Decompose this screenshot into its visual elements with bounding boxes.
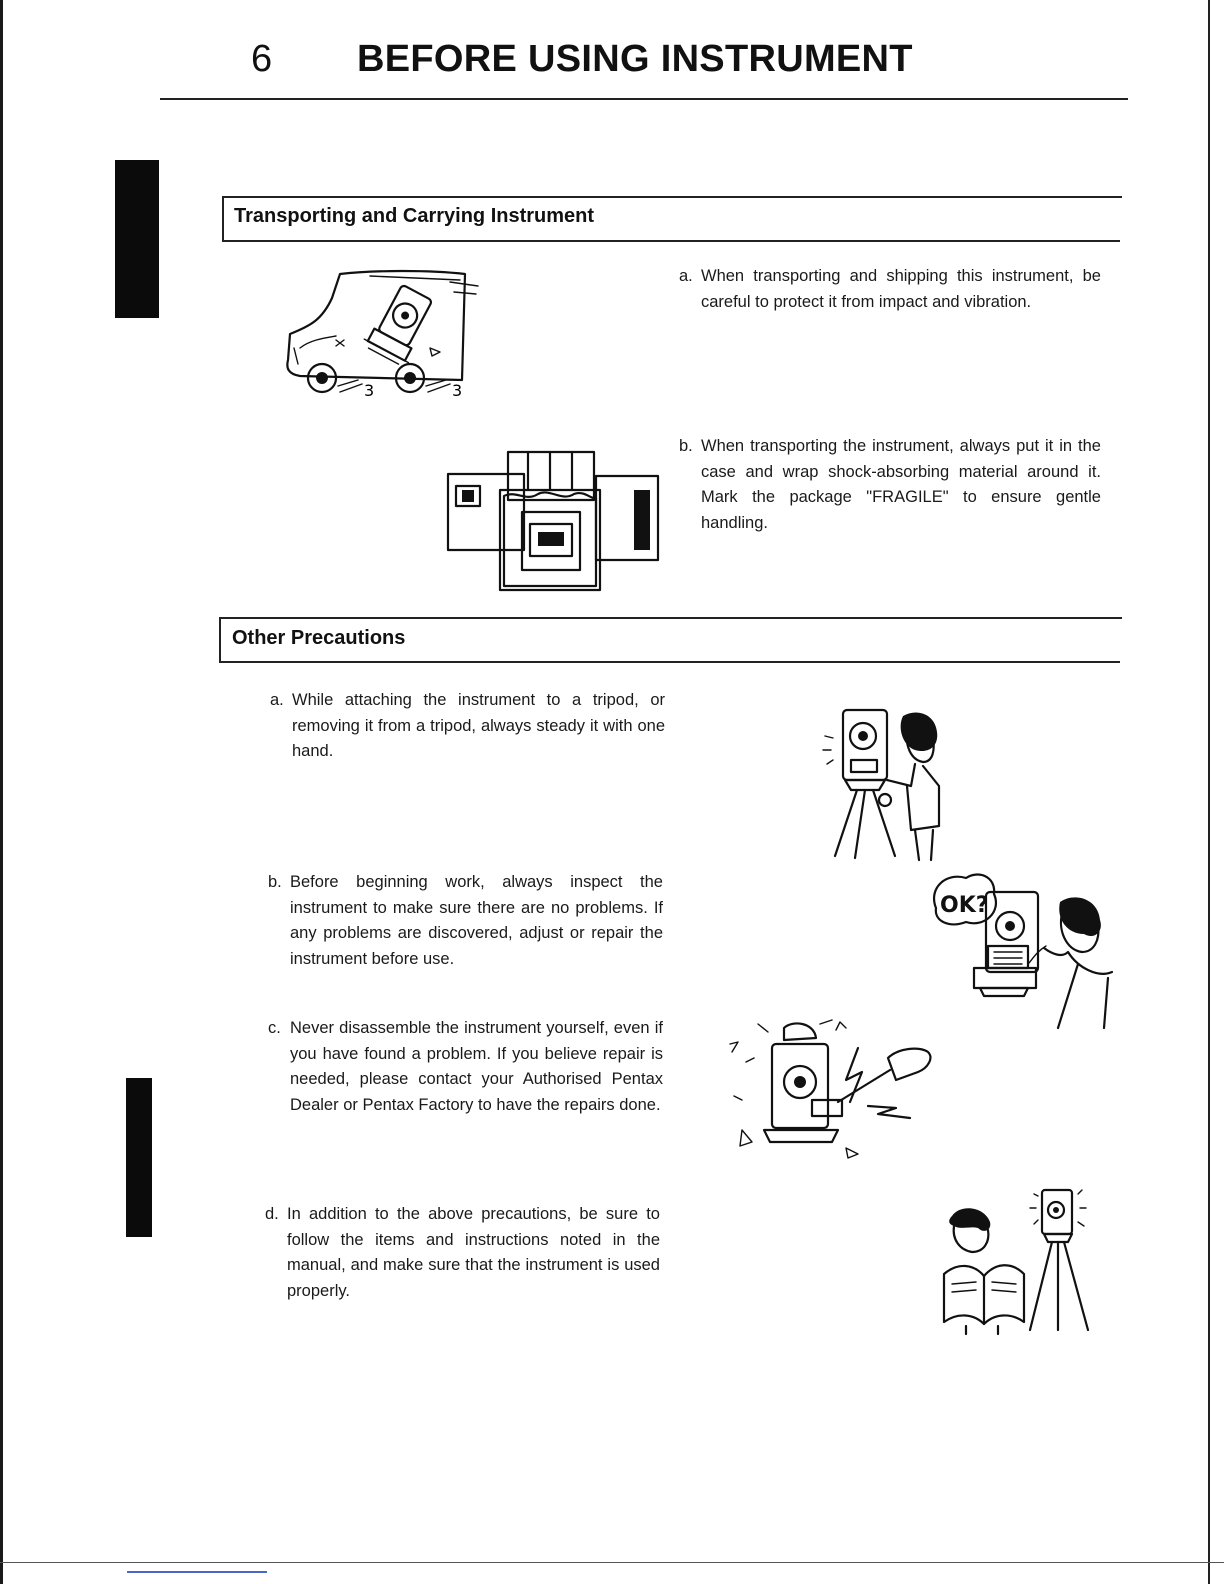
item-text: In addition to the above precautions, be sure to follow the items and instructions noted in the manual, and make sure that the instrument is used properly.: [287, 1205, 660, 1300]
item-letter: b.: [679, 437, 693, 455]
item-text: While attaching the instrument to a tripod, or removing it from a tripod, always steady it with one hand.: [292, 691, 665, 760]
item-letter: c.: [268, 1019, 281, 1037]
section-heading-rule-transporting: [222, 240, 1120, 242]
section-title-other-precautions: Other Precautions: [232, 627, 406, 649]
inspection-illustration: [928, 868, 1124, 1034]
scan-bottom-mark: [127, 1571, 267, 1573]
section-title-transporting: Transporting and Carrying Instrument: [234, 205, 595, 227]
transport-item-b: [679, 434, 1101, 536]
header-rule: [160, 98, 1128, 100]
scan-edge-right: [1208, 0, 1210, 1584]
margin-index-bar-top: [115, 160, 159, 318]
item-text: Before beginning work, always inspect the instrument to make sure there are no problems. If any problems are discovered, adjust or repair the instrument before use.: [290, 873, 663, 968]
item-text: When transporting the instrument, always put it in the case and wrap shock-absorbing material around it. Mark the package "FRAGILE" to ensure gentle handling.: [701, 437, 1101, 532]
item-letter: b.: [268, 873, 282, 891]
page-title: BEFORE USING INSTRUMENT: [357, 38, 913, 80]
disassembly-warning-illustration: [728, 1018, 940, 1160]
transport-item-a: [679, 264, 1101, 315]
tripod-steady-illustration: [815, 706, 955, 862]
precaution-item-a: [270, 688, 665, 765]
margin-index-bar-bottom: [126, 1078, 152, 1237]
item-text: Never disassemble the instrument yourself, even if you have found a problem. If you believe repair is needed, please contact your Authorised Pentax Dealer or Pentax Factory to have the repairs done.: [290, 1019, 663, 1114]
precaution-item-c: [268, 1016, 663, 1118]
svg-text:3: 3: [452, 381, 463, 400]
item-letter: d.: [265, 1205, 279, 1223]
precaution-item-d: [265, 1202, 660, 1304]
svg-text:3: 3: [364, 381, 375, 400]
precaution-item-b: [268, 870, 663, 972]
section-heading-rule-other: [219, 661, 1120, 663]
van-illustration: [280, 268, 480, 403]
scan-bottom-edge: [0, 1562, 1224, 1563]
ok-bubble-text: OK?: [940, 893, 989, 918]
scan-edge-left: [0, 0, 3, 1584]
reading-manual-illustration: [938, 1186, 1098, 1336]
item-letter: a.: [679, 267, 693, 285]
packaging-illustration: [446, 450, 662, 592]
page-number: 6: [251, 38, 273, 80]
item-letter: a.: [270, 691, 284, 709]
item-text: When transporting and shipping this instrument, be careful to protect it from impact and vibration.: [701, 267, 1101, 311]
